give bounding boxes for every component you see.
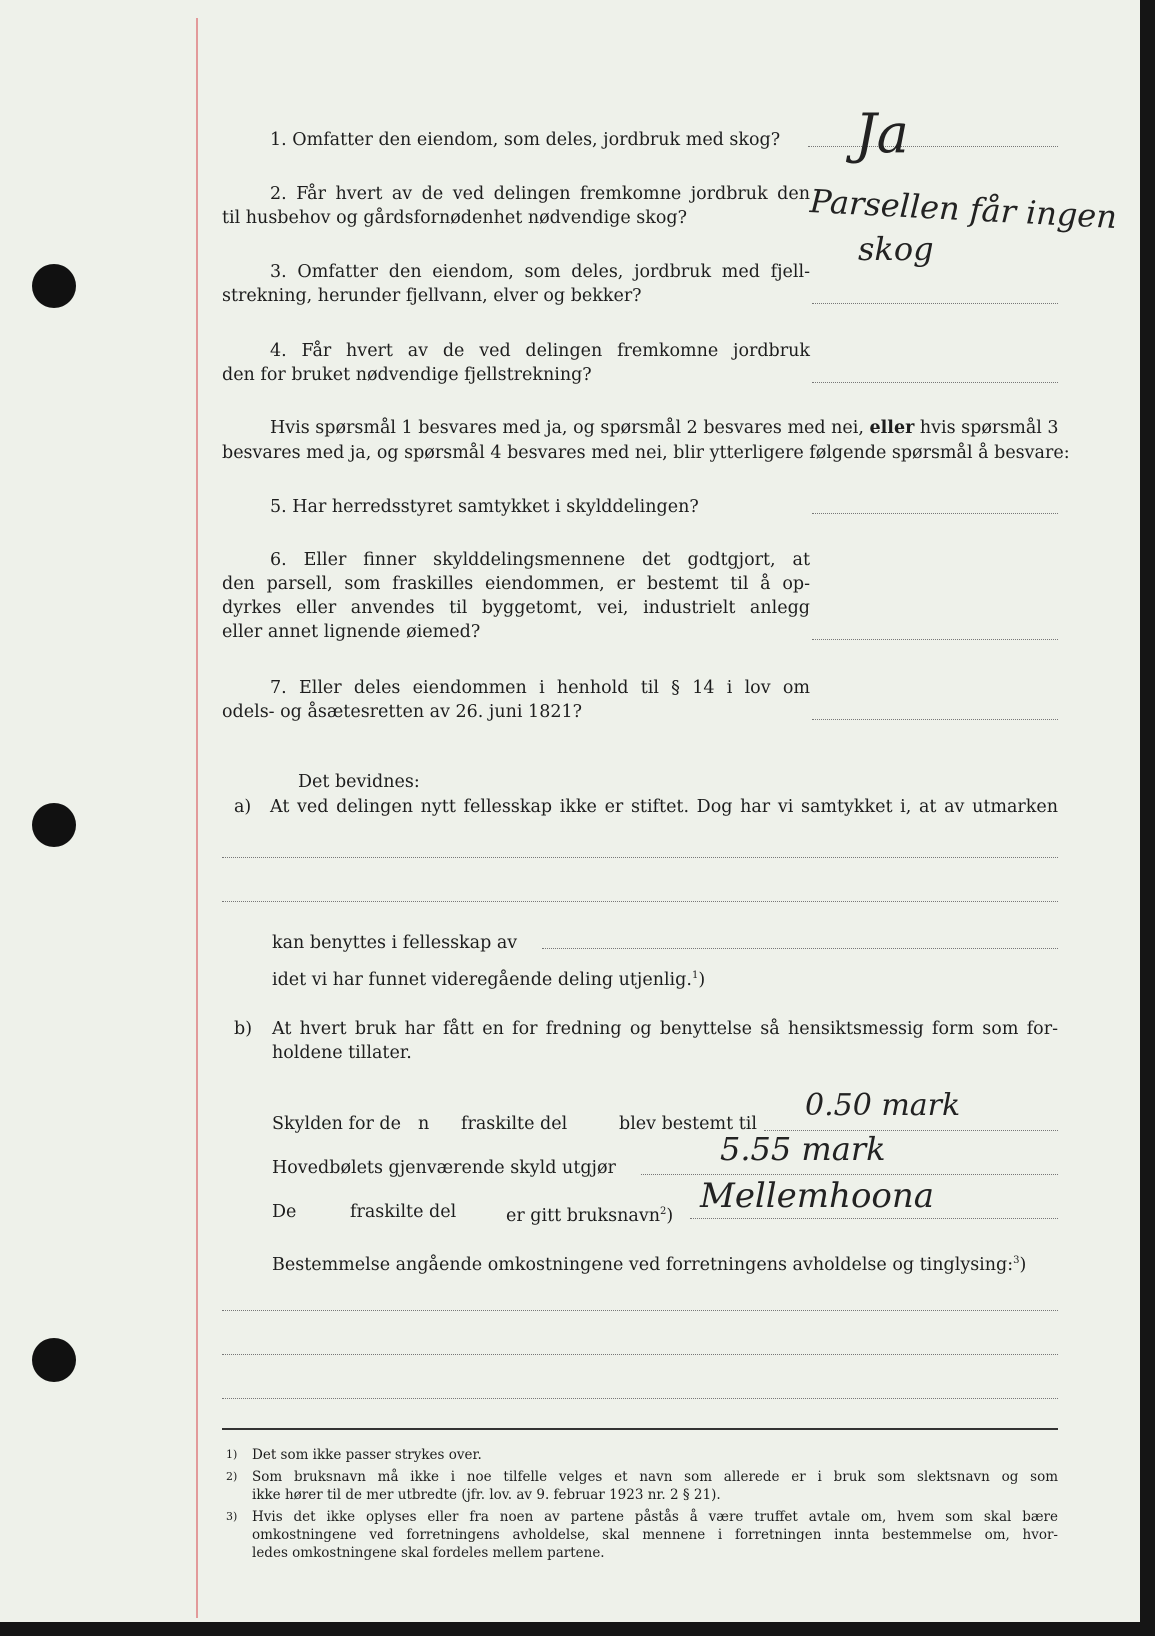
answer-2-handwriting-line2: skog [858,230,934,268]
bruksnavn-label-part3: er gitt bruksnavn$^2$) [506,1205,674,1226]
question-3-line2: strekning, herunder fjellvann, elver og bekker? [222,286,642,306]
answer-line [641,1174,1058,1175]
blank-line [542,948,1058,949]
answer-line [690,1218,1058,1219]
question-4-line1: 4. Får hvert av de ved delingen fremkomne jordbruk [270,341,810,361]
skyld-label-part2: n [418,1114,430,1134]
answer-line [808,146,1058,147]
answer-line [812,303,1058,304]
bruksnavn-label-part1: De [272,1202,297,1222]
hovedbol-value-handwriting: 5.55 mark [720,1130,886,1168]
footnote-1-mark: 1) [226,1448,238,1461]
certification-a-text: At ved delingen nytt fellesskap ikke er stiftet. Dog har vi samtykket i, at av utmarken [270,797,1058,817]
footnote-2-line2: ikke hører til de mer utbredte (jfr. lov. av 9. februar 1923 nr. 2 § 21). [252,1487,721,1503]
skyld-value-handwriting: 0.50 mark [805,1088,961,1123]
answer-1-handwriting: Ja [855,102,909,165]
footnote-3-mark: 3) [226,1510,238,1523]
skyld-label-part3: fraskilte del [461,1114,568,1134]
blank-line [222,857,1058,858]
question-6-line3: dyrkes eller anvendes til byggetomt, vei, industrielt anlegg [222,598,810,618]
blank-line [222,1310,1058,1311]
question-6-line4: eller annet lignende øiemed? [222,622,481,642]
certification-a-label: a) [234,797,252,817]
footnote-3-line1: Hvis det ikke oplyses eller fra noen av partene påstås å være truffet avtale om, hvem som skal bære [252,1509,1058,1525]
question-4-line2: den for bruket nødvendige fjellstrekning? [222,365,592,385]
bruksnavn-label-part2: fraskilte del [350,1202,457,1222]
skyld-label-part1: Skylden for de [272,1114,401,1134]
question-6-line2: den parsell, som fraskilles eiendommen, er bestemt til å op- [222,574,810,594]
footnote-3-line3: ledes omkostningene skal fordeles mellem partene. [252,1545,605,1561]
question-7-line1: 7. Eller deles eiendommen i henhold til § 14 i lov om [270,678,810,698]
answer-2-handwriting-line1: Parsellen får ingen [809,182,1118,237]
punch-hole [32,1338,76,1382]
question-1: 1. Omfatter den eiendom, som deles, jordbruk med skog? [270,130,781,150]
answer-line [812,639,1058,640]
blank-line [222,1354,1058,1355]
footnote-separator [222,1428,1058,1430]
bruksnavn-value-handwriting: Mellemhoona [700,1176,935,1216]
further-division-text: idet vi har funnet videregående deling utjenlig.$^1$) [272,969,706,990]
question-3-line1: 3. Omfatter den eiendom, som deles, jordbruk med fjell- [270,262,810,282]
footnote-3-line2: omkostningene ved forretningens avholdelse, skal mennene i forretningen innta bestemmelse om, hvor- [252,1527,1058,1543]
question-5: 5. Har herredsstyret samtykket i skylddelingen? [270,497,699,517]
punch-hole [32,264,76,308]
punch-hole [32,803,76,847]
answer-line [812,719,1058,720]
certification-b-line2: holdene tillater. [272,1043,412,1063]
costs-label: Bestemmelse angående omkostningene ved forretningens avholdelse og tinglysing:$^3$) [272,1254,1027,1275]
answer-line [812,382,1058,383]
footnote-1: Det som ikke passer strykes over. [252,1447,482,1463]
blank-line [222,1398,1058,1399]
skyld-label-part4: blev bestemt til [619,1114,757,1134]
footnote-2-mark: 2) [226,1470,238,1483]
answer-line [812,513,1058,514]
footnote-2-line1: Som bruksnavn må ikke i noe tilfelle velges et navn som allerede er i bruk som slektsnavn og som [252,1469,1058,1485]
margin-line [196,18,198,1618]
question-2-line1: 2. Får hvert av de ved delingen fremkomne jordbruk den [270,184,810,204]
certification-heading: Det bevidnes: [298,772,420,792]
question-2-line2: til husbehov og gårdsfornødenhet nødvendige skog? [222,208,687,228]
question-6-line1: 6. Eller finner skylddelingsmennene det godtgjort, at [270,550,810,570]
blank-line [222,901,1058,902]
question-7-line2: odels- og åsætesretten av 26. juni 1821? [222,702,582,722]
instruction-line2: besvares med ja, og spørsmål 4 besvares med nei, blir ytterligere følgende spørsmål å besvare: [222,443,1070,463]
hovedbol-label: Hovedbølets gjenværende skyld utgjør [272,1158,616,1178]
certification-b-line1: At hvert bruk har fått en for fredning og benyttelse så hensiktsmessig form som for- [272,1019,1058,1039]
certification-b-label: b) [234,1019,253,1039]
shared-use-label: kan benyttes i fellesskap av [272,933,518,953]
instruction-line1: Hvis spørsmål 1 besvares med ja, og spørsmål 2 besvares med nei, eller hvis spørsmål 3 [270,418,1059,438]
